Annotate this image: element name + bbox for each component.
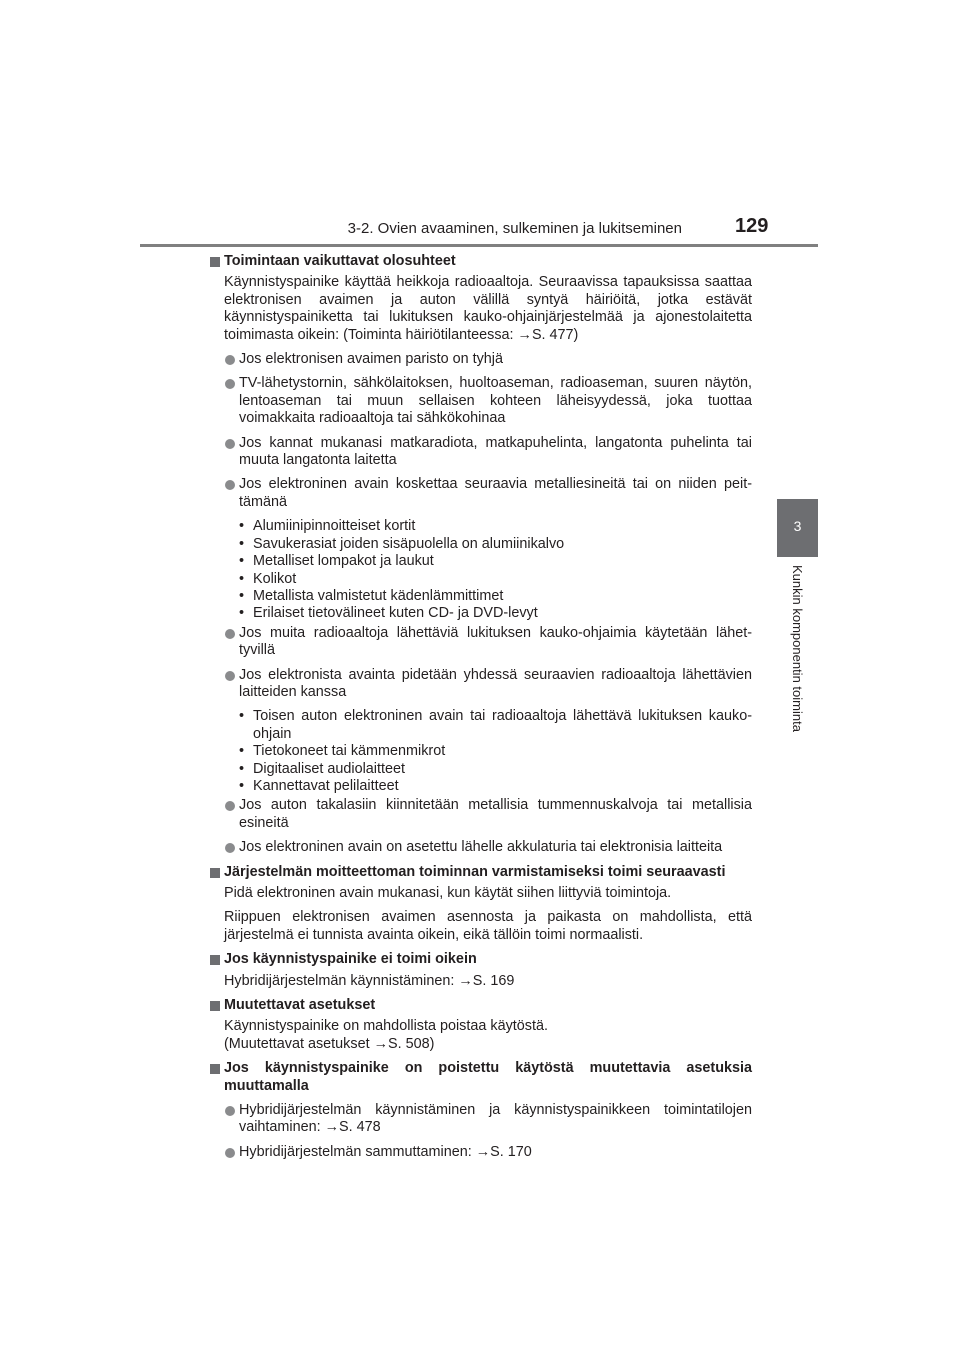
sub-list-item bbox=[239, 588, 752, 605]
section-heading bbox=[210, 864, 752, 881]
sub-bullet-icon: • bbox=[239, 708, 245, 725]
page-reference: S. 170 bbox=[490, 1143, 532, 1160]
bullet-dot-icon bbox=[225, 629, 235, 639]
bullet-text: Jos elektroninen avain koskettaa seuraavia metalliesineitä tai on niiden peit- tämänä bbox=[239, 476, 752, 510]
bullet-item bbox=[210, 476, 752, 511]
sub-bullet-icon: • bbox=[239, 777, 245, 794]
heading-square-icon bbox=[210, 868, 220, 878]
sub-list bbox=[210, 708, 752, 795]
bullet-item bbox=[210, 375, 752, 427]
section-heading-text: Toimintaan vaikuttavat olosuhteet bbox=[224, 253, 456, 269]
bullet-text: TV-lähetystornin, sähkölaitoksen, huoltoaseman, radioaseman, suuren näytön, lentoaseman tai muun sellaisen kohteen läheisyydessä, joka tuottaa voimakkaita radioaaltoja tai sähkökohinaa bbox=[239, 375, 752, 427]
sub-bullet-icon: • bbox=[239, 743, 245, 760]
paragraph-line bbox=[224, 1036, 752, 1053]
bullet-text: Jos elektroninen avain on asetettu lähelle akkulaturia tai elektronisia laitteita bbox=[239, 839, 723, 856]
sub-list-text: Kannettavat pelilaitteet bbox=[253, 777, 399, 794]
bullet-dot-icon bbox=[225, 801, 235, 811]
paragraph bbox=[210, 973, 752, 990]
paragraph bbox=[210, 1018, 752, 1053]
sub-bullet-icon: • bbox=[239, 570, 245, 587]
header-divider bbox=[140, 244, 818, 247]
heading-square-icon bbox=[210, 1001, 220, 1011]
heading-square-icon bbox=[210, 257, 220, 267]
bullet-dot-icon bbox=[225, 379, 235, 389]
page-reference: S. 169 bbox=[472, 972, 515, 989]
bullet-item bbox=[210, 839, 752, 856]
sub-list-item bbox=[239, 605, 752, 622]
page-reference: S. 477) bbox=[531, 326, 579, 343]
bullet-text: Hybridijärjestelmän sammuttaminen: bbox=[239, 1143, 476, 1160]
paragraph-text: Käynnistyspainike on mahdollista poistaa käytöstä. bbox=[224, 1018, 548, 1035]
header-section-title: 3-2. Ovien avaaminen, sulkeminen ja lukitseminen bbox=[347, 220, 682, 237]
sub-bullet-icon: • bbox=[239, 760, 245, 777]
sub-list-text: Metalliset lompakot ja laukut bbox=[253, 553, 434, 570]
section-heading bbox=[210, 997, 752, 1014]
bullet-text: Hybridijärjestelmän käynnistäminen ja käynnistyspainikkeen toimintatilojen vaihtaminen: bbox=[239, 1102, 752, 1136]
section-heading bbox=[210, 253, 752, 270]
paragraph-text: (Muutettavat asetukset bbox=[224, 1035, 374, 1052]
paragraph-text: Hybridijärjestelmän käynnistäminen: bbox=[224, 972, 459, 989]
heading-square-icon bbox=[210, 1064, 220, 1074]
sub-list-item bbox=[239, 743, 752, 760]
bullet-text: Jos elektronisen avaimen paristo on tyhjä bbox=[239, 351, 503, 368]
sub-bullet-icon: • bbox=[239, 605, 245, 622]
bullet-item bbox=[210, 667, 752, 702]
bullet-dot-icon bbox=[225, 1148, 235, 1158]
heading-square-icon bbox=[210, 955, 220, 965]
bullet-item bbox=[210, 1144, 752, 1161]
sub-list-item bbox=[239, 536, 752, 553]
paragraph bbox=[210, 274, 752, 344]
arrow-icon: → bbox=[517, 326, 532, 343]
arrow-icon: → bbox=[324, 1119, 339, 1136]
sub-list bbox=[210, 518, 752, 622]
paragraph bbox=[210, 909, 752, 944]
bullet-text: Jos elektronista avainta pidetään yhdessä seuraavien radioaaltoja lähettävien laitteiden kanssa bbox=[239, 666, 752, 700]
paragraph-text: Käynnistyspainike käyttää heikkoja radioaaltoja. Seuraavissa tapauksissa saattaa elektronisen avaimen ja auton välillä syntyä häiriöitä, jotka estävät käynnistyspainiketta tai lukituksen kauko-ohjainjärjestelmää ja ajonestolaitetta toimimasta oikein: (Toiminta häiriötilanteessa: bbox=[224, 274, 752, 343]
bullet-item bbox=[210, 625, 752, 660]
paragraph-text: Riippuen elektronisen avaimen asennosta ja paikasta on mahdollista, että järjestelmä ei tunnista avainta oikein, eikä tällöin toimi normaalisti. bbox=[224, 909, 752, 943]
bullet-item bbox=[210, 351, 752, 368]
chapter-tab-label: Kunkin komponentin toiminta bbox=[790, 565, 805, 732]
bullet-item bbox=[210, 1102, 752, 1137]
page-reference: S. 508) bbox=[387, 1035, 435, 1052]
sub-bullet-icon: • bbox=[239, 518, 245, 535]
bullet-dot-icon bbox=[225, 480, 235, 490]
sub-bullet-icon: • bbox=[239, 587, 245, 604]
sub-list-text: Kolikot bbox=[253, 570, 297, 587]
bullet-text: Jos kannat mukanasi matkaradiota, matkapuhelinta, langatonta puhelinta tai muuta langatonta laitetta bbox=[239, 434, 752, 469]
sub-bullet-icon: • bbox=[239, 535, 245, 552]
page-content bbox=[210, 253, 752, 1161]
sub-list-text: Toisen auton elektroninen avain tai radioaaltoja lähettävä lukituksen kauko-ohjain bbox=[253, 708, 752, 742]
bullet-dot-icon bbox=[225, 355, 235, 365]
bullet-item bbox=[210, 435, 752, 470]
section-heading bbox=[210, 1060, 752, 1095]
bullet-dot-icon bbox=[225, 1106, 235, 1116]
chapter-tab bbox=[777, 499, 818, 557]
page-reference: S. 478 bbox=[338, 1119, 381, 1136]
bullet-dot-icon bbox=[225, 671, 235, 681]
sub-list-item bbox=[239, 761, 752, 778]
bullet-text: Jos auton takalasiin kiinnitetään metallisia tummennuskalvoja tai metallisia esineitä bbox=[239, 797, 752, 831]
sub-list-item bbox=[239, 571, 752, 588]
arrow-icon: → bbox=[458, 972, 473, 989]
sub-list-item bbox=[239, 778, 752, 795]
section-heading-text: Jos käynnistyspainike ei toimi oikein bbox=[224, 951, 477, 968]
section-heading-text: Muutettavat asetukset bbox=[224, 997, 376, 1014]
arrow-icon: → bbox=[475, 1143, 491, 1160]
sub-list-text: Erilaiset tietovälineet kuten CD- ja DVD-levyt bbox=[253, 605, 538, 622]
bullet-text: Jos muita radioaaltoja lähettäviä lukituksen kauko-ohjaimia käytetään lähet- tyvillä bbox=[239, 624, 752, 659]
sub-list-item bbox=[239, 708, 752, 743]
section-heading bbox=[210, 951, 752, 968]
sub-list-text: Savukerasiat joiden sisäpuolella on alumiinikalvo bbox=[253, 535, 565, 552]
arrow-icon: → bbox=[373, 1035, 388, 1052]
sub-list-item bbox=[239, 553, 752, 570]
sub-list-text: Metallista valmistetut kädenlämmittimet bbox=[253, 587, 504, 604]
page-number: 129 bbox=[735, 215, 769, 237]
sub-list-text: Tietokoneet tai kämmenmikrot bbox=[253, 743, 446, 760]
sub-list-text: Alumiinipinnoitteiset kortit bbox=[253, 518, 416, 535]
bullet-dot-icon bbox=[225, 843, 235, 853]
section-heading-text: Jos käynnistyspainike on poistettu käytöstä muutettavia asetuksia muuttamalla bbox=[224, 1060, 752, 1094]
sub-list-item bbox=[239, 518, 752, 535]
sub-bullet-icon: • bbox=[239, 553, 245, 570]
chapter-tab-number: 3 bbox=[793, 518, 802, 534]
section-heading-text: Järjestelmän moitteettoman toiminnan varmistamiseksi toimi seuraavasti bbox=[224, 863, 726, 880]
paragraph-text: Pidä elektroninen avain mukanasi, kun käytät siihen liittyviä toimintoja. bbox=[224, 885, 672, 901]
bullet-item bbox=[210, 797, 752, 832]
paragraph bbox=[210, 885, 752, 902]
sub-list-text: Digitaaliset audiolaitteet bbox=[253, 760, 405, 777]
bullet-dot-icon bbox=[225, 439, 235, 449]
